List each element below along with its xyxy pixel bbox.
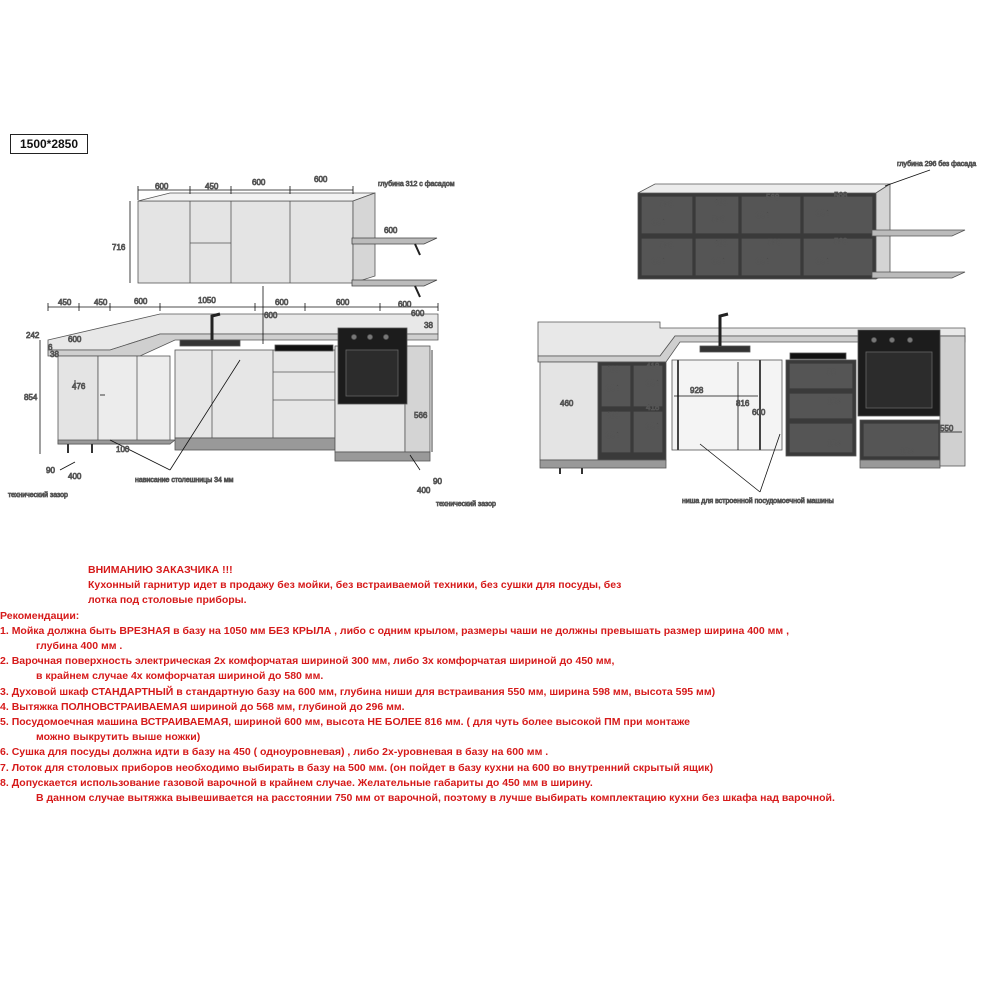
upper-568-6: 568 <box>768 238 782 247</box>
dim-6: 6 <box>48 343 53 352</box>
dim-816: 816 <box>736 399 750 408</box>
base-418-3: 418 <box>606 411 620 420</box>
dim-460: 460 <box>560 399 574 408</box>
recommendations-list <box>0 624 966 806</box>
dim-159-1: 159 <box>827 397 841 406</box>
sink <box>180 340 240 346</box>
upper-568-7: 568 <box>834 237 848 246</box>
dim-550: 550 <box>940 424 954 433</box>
top-dim-3: 600 <box>134 297 148 306</box>
upper-dim-1: 600 <box>155 182 169 191</box>
recommendation-item: 7. Лоток для столовых приборов необходимо выбирать в базу на 500 мм. (он пойдет в базу кухни на 600 во внутренний скрытый ящик) <box>0 761 714 774</box>
top-dim-7: 600 <box>398 300 412 309</box>
recommendation-item: 3. Духовой шкаф СТАНДАРТНЫЙ в стандартную базу на 600 мм, глубина ниши для встраивания 550 мм, ширина 598 мм, высота 595 мм) <box>0 685 716 698</box>
notes-title: ВНИМАНИЮ ЗАКАЗЧИКА !!! <box>88 564 233 576</box>
recommendations-title: Рекомендации: <box>0 609 80 622</box>
dim-600-left: 600 <box>68 335 82 344</box>
base-418-4: 418 <box>646 403 660 412</box>
right-upper-depth-label: глубина 296 без фасада <box>897 161 977 168</box>
upper-418-1: 418 <box>714 198 728 207</box>
upper-dim-4: 600 <box>314 175 328 184</box>
oven <box>338 328 407 404</box>
upper-418-2: 418 <box>714 239 728 248</box>
base-418-1: 418 <box>606 365 620 374</box>
dim-242: 242 <box>26 331 40 340</box>
dim-928: 928 <box>690 386 704 395</box>
right-view <box>538 160 976 505</box>
dim-600-right-view: 600 <box>752 408 766 417</box>
oven-right <box>858 330 940 416</box>
upper-568-3: 568 <box>834 191 848 200</box>
gap-label-right: технический зазор <box>436 501 496 508</box>
upper-334-7: 334 <box>816 257 830 266</box>
dim-55: 55 <box>827 368 836 377</box>
customer-notes <box>0 563 966 806</box>
recommendation-item: 4. Вытяжка ПОЛНОВСТРАИВАЕМАЯ шириной до 568 мм, глубиной до 296 мм. <box>0 700 405 713</box>
base-334-3: 334 <box>606 431 620 440</box>
upper-568-4: 568 <box>712 215 726 224</box>
dim-854: 854 <box>24 393 38 402</box>
size-label: 1500*2850 <box>10 134 88 154</box>
hob <box>275 345 333 351</box>
upper-334-1: 334 <box>652 218 666 227</box>
upper-depth-label: глубина 312 с фасадом <box>378 181 455 188</box>
recommendation-item: 1. Мойка должна быть ВРЕЗНАЯ в базу на 1050 мм БЕЗ КРЫЛА , либо с одним крылом, размеры чаши не должны превышать размер ширина 400 мм , глубина 400 мм . <box>0 624 790 653</box>
recommendation-item: 6. Сушка для посуды должна идти в базу на 450 ( одноуровневая) , либо 2х-уровневая в базу на 600 мм . <box>0 746 549 759</box>
upper-334-2: 334 <box>756 211 770 220</box>
base-open-corner <box>540 362 666 468</box>
dim-566: 566 <box>414 411 428 420</box>
dim-159-3: 159 <box>900 447 914 456</box>
upper-334-5: 334 <box>712 257 726 266</box>
upper-cabinets <box>138 193 375 283</box>
niche-label: ниша для встроенной посудомоечной машины <box>682 498 834 505</box>
base-334-4: 334 <box>646 422 660 431</box>
shelf-dim: 600 <box>384 226 398 235</box>
upper-334-4: 334 <box>652 257 666 266</box>
top-dim-5: 600 <box>275 298 289 307</box>
dim-600-mid: 600 <box>264 311 278 320</box>
upper-568-1: 568 <box>660 200 674 209</box>
top-dim-2: 450 <box>94 298 108 307</box>
dim-400-right: 400 <box>417 486 431 495</box>
recommendation-item: 8. Допускается использование газовой варочной в крайнем случае. Желательные габариты до 450 мм в ширину. В данном случае вытяжка вывешивается на расстоянии 750 мм от варочной, поэтому в лучше выбирать комплектацию кухни без шкафа над варочной. <box>0 776 835 805</box>
base-334-1: 334 <box>606 384 620 393</box>
recommendation-item: 2. Варочная поверхность электрическая 2х комфорчатая шириной 300 мм, либо 3х комфорчатая шириной до 450 мм, в крайнем случае 4х комфорчатая шириной до 580 мм. <box>0 655 615 683</box>
dim-600-right: 600 <box>411 309 425 318</box>
upper-height: 716 <box>112 243 126 252</box>
dim-38-right: 38 <box>424 321 433 330</box>
upper-334-6: 334 <box>756 257 770 266</box>
top-dim-1: 450 <box>58 298 72 307</box>
dim-159-2: 159 <box>827 439 841 448</box>
dim-400-left: 400 <box>68 472 82 481</box>
left-view <box>8 175 496 508</box>
top-dim-6: 600 <box>336 298 350 307</box>
upper-dim-3: 600 <box>252 178 266 187</box>
base-418-2: 418 <box>646 362 660 371</box>
base-334-2: 334 <box>646 379 660 388</box>
upper-568-2: 568 <box>766 193 780 202</box>
top-dim-4: 1050 <box>198 296 216 305</box>
upper-dim-2: 450 <box>205 182 219 191</box>
dim-38-left: 38 <box>50 350 59 359</box>
gap-label-left: технический зазор <box>8 492 68 499</box>
notes-intro-2: лотка под столовые приборы. <box>88 594 247 607</box>
dim-90-right: 90 <box>433 477 442 486</box>
dim-100: 100 <box>116 445 130 454</box>
dishwasher-niche <box>672 360 782 450</box>
overhang-label: нависание столешницы 34 мм <box>135 477 234 484</box>
upper-568-5: 568 <box>660 241 674 250</box>
recommendation-item: 5. Посудомоечная машина ВСТРАИВАЕМАЯ, шириной 600 мм, высота НЕ БОЛЕЕ 816 мм. ( для чуть более высокой ПМ при монтаже можно выкрутить выше ножки) <box>0 716 691 744</box>
upper-carcasses <box>638 184 965 279</box>
notes-intro-1: Кухонный гарнитур идет в продажу без мойки, без встраиваемой техники, без сушки для посуды, без <box>88 579 622 592</box>
upper-334-3: 334 <box>816 209 830 218</box>
dim-476: 476 <box>72 382 86 391</box>
dim-90-left: 90 <box>46 466 55 475</box>
